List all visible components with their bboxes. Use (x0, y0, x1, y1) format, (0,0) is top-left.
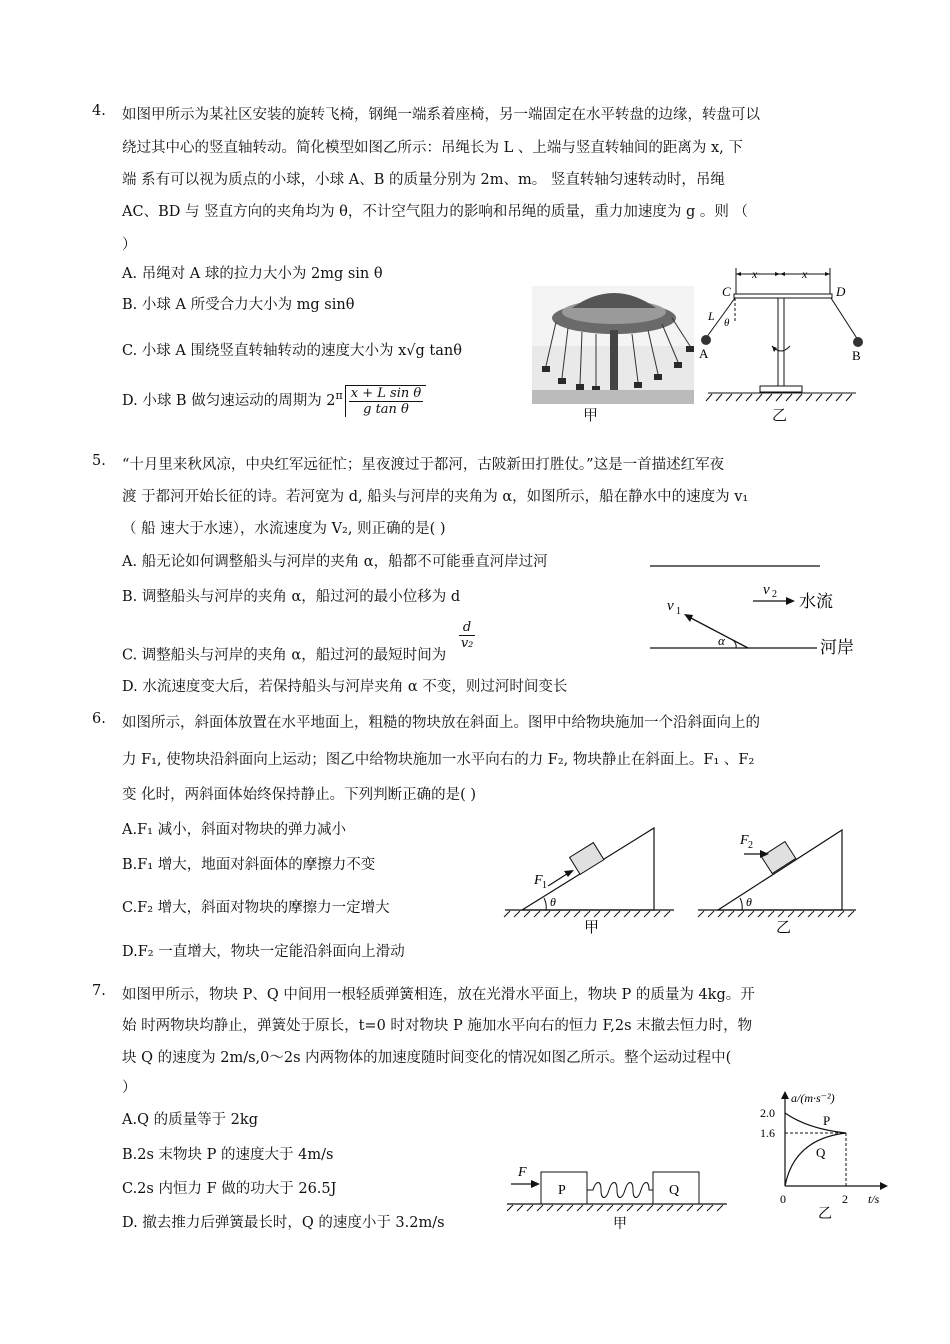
q5-option-c-numerator: d (459, 620, 476, 636)
label-x-left: x (752, 267, 758, 281)
q4-option-d-denominator: g tan θ (363, 402, 409, 417)
q7-number: 7. (92, 983, 106, 999)
label-water-flow: 水流 (799, 592, 833, 611)
label-d: D (836, 284, 846, 299)
q6-option-a: A.F₁ 减小，斜面对物块的弹力减小 (122, 822, 347, 838)
q7-line-4: ） (122, 1080, 137, 1096)
q6-line-2: 力 F₁, 使物块沿斜面向上运动；图乙中给物块施加一水平向右的力 F₂, 物块静止在斜面上。F₁ 、F₂ (122, 752, 755, 768)
q4-line-2: 绕过其中心的竖直轴转动。简化模型如图乙所示：吊绳长为 L 、上端与竖直转轴间的距离为 x, 下 (122, 140, 743, 156)
label-c: C (722, 284, 731, 299)
label-f2-sub: 2 (748, 840, 753, 851)
label-theta-jia: θ (550, 895, 556, 909)
fig4-label-yi: 乙 (772, 406, 788, 424)
q6-option-d: D.F₂ 一直增大，物块一定能沿斜面向上滑动 (122, 944, 405, 960)
q4-option-b: B. 小球 A 所受合力大小为 mg sinθ (122, 297, 355, 313)
label-f1: F (534, 873, 543, 888)
q5-line-3: （ 船 速大于水速），水流速度为 V₂, 则正确的是( ) (122, 521, 446, 537)
label-a: A (699, 346, 709, 361)
q5-line-1: “十月里来秋风凉，中央红军远征忙；星夜渡过于都河，古陂新田打胜仗。”这是一首描述红军夜 (122, 457, 725, 473)
q4-option-d (122, 385, 426, 417)
q4-option-d-prefix: D. 小球 B 做匀速运动的周期为 2 (122, 393, 336, 409)
q5-line-2: 渡 于都河开始长征的诗。若河宽为 d, 船头与河岸的夹角为 α，如图所示，船在静水中的速度为 v₁ (122, 489, 749, 505)
q4-option-d-numerator: x + L sin θ (350, 386, 422, 401)
label-f1-sub: 1 (542, 880, 547, 891)
fig7-label-jia: 甲 (613, 1217, 627, 1232)
graph-y-tick-2.0: 2.0 (760, 1106, 775, 1120)
q7-option-d: D. 撤去推力后弹簧最长时，Q 的速度小于 3.2m/s (122, 1215, 445, 1231)
q5-number: 5. (92, 453, 106, 469)
label-theta: θ (724, 317, 730, 329)
q4-option-c: C. 小球 A 围绕竖直转轴转动的速度大小为 x√g tanθ (122, 343, 462, 359)
curve-label-q: Q (816, 1145, 826, 1160)
label-f2: F (740, 833, 749, 848)
label-x-right: x (802, 267, 808, 281)
q6-option-c: C.F₂ 增大，斜面对物块的摩擦力一定增大 (122, 900, 390, 916)
q4-line-1: 如图甲所示为某社区安装的旋转飞椅，钢绳一端系着座椅，另一端固定在水平转盘的边缘，转盘可以 (122, 107, 760, 123)
q5-option-d: D. 水流速度变大后，若保持船头与河岸夹角 α 不变，则过河时间变长 (122, 679, 568, 695)
q4-line-4: AC、BD 与 竖直方向的夹角均为 θ，不计空气阻力的影响和吊绳的质量，重力加速度为 g 。则 （ (122, 204, 749, 220)
label-v1: v (667, 598, 674, 614)
label-l: L (708, 309, 715, 323)
q7-option-a: A.Q 的质量等于 2kg (122, 1112, 258, 1128)
q4-number: 4. (92, 103, 106, 119)
label-alpha: α (718, 633, 725, 648)
label-river-bank: 河岸 (820, 638, 854, 657)
river-diagram (645, 555, 870, 660)
q6-line-1: 如图所示，斜面体放置在水平地面上，粗糙的物块放在斜面上。图甲中给物块施加一个沿斜面向上的 (122, 715, 760, 731)
spring-system-diagram (505, 1160, 730, 1238)
q7-line-2: 始 时两物块均静止，弹簧处于原长，t=0 时对物块 P 施加水平向右的恒力 F,2s 末撤去恒力时，物 (122, 1018, 753, 1034)
label-block-q: Q (669, 1183, 680, 1198)
q5-option-c-denominator: v₂ (460, 636, 474, 651)
fig6-label-yi: 乙 (776, 920, 792, 936)
fig7-label-yi: 乙 (818, 1207, 832, 1222)
q7-option-b: B.2s 末物块 P 的速度大于 4m/s (122, 1147, 334, 1163)
label-force-f: F (518, 1165, 527, 1180)
fig6-label-jia: 甲 (584, 920, 600, 936)
label-v2-sub: 2 (772, 589, 777, 600)
carousel-photo (532, 286, 694, 404)
curve-p (785, 1113, 846, 1133)
q5-option-c-text: C. 调整船头与河岸的夹角 α，船过河的最短时间为 (122, 647, 447, 664)
q4-line-5: ） (122, 237, 137, 253)
graph-ylabel: a/(m·s⁻²) (791, 1091, 835, 1105)
q6-line-3: 变 化时，两斜面体始终保持静止。下列判断正确的是( ) (122, 787, 477, 803)
label-v1-sub: 1 (676, 606, 681, 617)
q7-line-1: 如图甲所示，物块 P、Q 中间用一根轻质弹簧相连，放在光滑水平面上，物块 P 的质量为 4kg。开 (122, 987, 755, 1003)
q5-option-a: A. 船无论如何调整船头与河岸的夹角 α，船都不可能垂直河岸过河 (122, 554, 548, 570)
q5-option-b: B. 调整船头与河岸的夹角 α，船过河的最小位移为 d (122, 589, 461, 605)
graph-x-tick-0: 0 (780, 1192, 786, 1206)
q6-number: 6. (92, 711, 106, 727)
sqrt-sign (345, 385, 426, 417)
incline-diagrams (500, 820, 862, 940)
q4-line-3: 端 系有可以视为质点的小球，小球 A、B 的质量分别为 2m、m。 竖直转轴匀速转动时，吊绳 (122, 172, 725, 188)
graph-y-tick-1.6: 1.6 (760, 1126, 775, 1140)
graph-x-tick-2: 2 (842, 1192, 848, 1206)
q4-option-a: A. 吊绳对 A 球的拉力大小为 2mg sin θ (122, 266, 383, 282)
q4-option-d-pi: π (335, 389, 343, 403)
curve-label-p: P (823, 1113, 831, 1128)
fig4-label-jia: 甲 (583, 406, 599, 424)
q7-option-c: C.2s 内恒力 F 做的功大于 26.5J (122, 1181, 337, 1197)
q7-line-3: 块 Q 的速度为 2m/s,0～2s 内两物体的加速度随时间变化的情况如图乙所示。整个运动过程中( (122, 1050, 732, 1066)
q5-option-c (122, 620, 475, 671)
label-block-p: P (558, 1183, 566, 1198)
label-v2: v (763, 582, 770, 598)
q6-option-b: B.F₁ 增大，地面对斜面体的摩擦力不变 (122, 857, 376, 873)
swing-model-diagram (698, 266, 868, 414)
label-b: B (852, 348, 861, 363)
label-theta-yi: θ (746, 895, 752, 909)
graph-xlabel: t/s (868, 1192, 880, 1206)
acceleration-time-graph (758, 1087, 893, 1222)
